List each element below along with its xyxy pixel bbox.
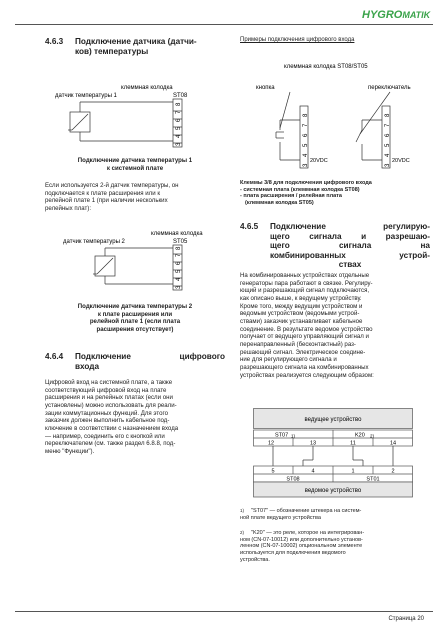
section-464-heading: 4.6.4 Подключение цифрового входа [45, 352, 225, 371]
logo-matik-text: MATIK [402, 10, 431, 20]
section-463-title-line1: Подключение датчика (датчи- [75, 37, 197, 46]
fig2-terminal-label: клеммная колодка [151, 231, 203, 237]
fig3-button-label: кнопка [256, 85, 275, 91]
svg-text:4: 4 [176, 277, 182, 281]
digital-input-examples-heading: Примеры подключения цифрового входа [240, 37, 355, 43]
paragraph-combined-devices: На комбинированных устройствах отдельные генераторы пара работают в связке. Регулиру- ющий и разрешающий сигнал подключаются, как описано выше, к ведущему устройству. Кроме того, между ведущим устройством и ведомым устройством (ведомыми устрой- ствами) заказчик устанавливает кабельное соединение. В результате ведомое устройство получает от ведущего управляющий сигнал и перенаправленный (бесконтактный) раз- решающий сигнал. Электрическое соедине- ние для регулирующего сигнала и разрешающего сигнала на комбинированных устройствах реализуется следующим образом: [240, 272, 374, 379]
svg-text:1): 1) [291, 433, 296, 439]
svg-text:5: 5 [271, 468, 275, 475]
svg-text:7: 7 [303, 123, 309, 127]
svg-text:4: 4 [176, 134, 182, 138]
terminals-note: Клеммы 3/8 для подключения цифрового входа - системная плата (клеммная колодка ST08) - плата расширения / релейная плата (клеммная колодка ST05) [240, 180, 372, 206]
fig1-caption [45, 157, 225, 172]
fig1-caption-line2: к системной плате [106, 164, 164, 172]
bottom-rule [15, 611, 433, 612]
svg-text:3: 3 [303, 163, 309, 167]
svg-text:5: 5 [176, 126, 182, 130]
fig2-board-label: ST05 [173, 239, 188, 245]
fig3-switch-label: переключатель [368, 85, 411, 91]
svg-text:6: 6 [176, 118, 182, 122]
fig1-terminal-label: клеммная колодка [121, 85, 173, 91]
page-number: Страница 20 [388, 616, 424, 622]
svg-text:5: 5 [176, 269, 182, 273]
svg-text:3: 3 [385, 163, 391, 167]
svg-text:8: 8 [176, 102, 182, 106]
fig1-caption-line1: Подключение датчика температуры 1 [77, 157, 193, 164]
section-463-number: 4.6.3 [45, 37, 64, 46]
footnote-1: 1) "ST07" — обозначение штекера на систем- ной плате ведущего устройства [240, 508, 362, 521]
svg-text:7: 7 [176, 110, 182, 114]
svg-text:3: 3 [176, 142, 182, 146]
svg-text:2: 2 [391, 468, 395, 475]
footnote-2: 2) "K20" — это реле, которое на интегрирован- ном (CN-07-10012) или дополнительно установ- ленном (CN-07-10002) опциональном элементе используется для подключения ведомого устройства. [240, 530, 365, 563]
k20-label: K20 [355, 432, 365, 439]
svg-text:13: 13 [309, 440, 317, 447]
svg-text:HYGROMATIK [362, 9, 432, 21]
svg-text:5: 5 [303, 143, 309, 147]
fig3-voltage-right: 20VDC [392, 158, 410, 164]
svg-text:7: 7 [176, 253, 182, 257]
master-slave-wiring-diagram [253, 408, 413, 498]
svg-text:4: 4 [311, 468, 315, 475]
svg-text:4: 4 [385, 153, 391, 157]
section-464-number: 4.6.4 [45, 352, 64, 361]
section-463-title-line2: ков) температуры [75, 46, 149, 56]
slave-device-label: ведомое устройство [304, 488, 362, 494]
section-463-heading [45, 37, 225, 56]
master-device-label: ведущее устройство [304, 417, 362, 423]
sensor-1-wiring-figure [55, 84, 195, 150]
fig1-sensor-label: датчик температуры 1 [55, 93, 117, 99]
left-column [45, 37, 225, 56]
fig3-terminal-label: клеммная колодка ST08/ST05 [284, 64, 368, 70]
digital-input-wiring-figure [238, 62, 428, 172]
st01-label: ST01 [366, 476, 380, 483]
svg-text:8: 8 [303, 113, 309, 117]
svg-text:6: 6 [385, 133, 391, 137]
logo-hygro-text: HYGRO [362, 9, 403, 21]
hygromatik-logo [362, 7, 438, 20]
section-464-title-line2: входа [75, 361, 100, 371]
fig3-voltage-left: 20VDC [310, 158, 328, 164]
svg-text:12: 12 [267, 440, 275, 447]
st08-label: ST08 [286, 476, 300, 483]
svg-text:3: 3 [176, 285, 182, 289]
svg-text:6: 6 [176, 261, 182, 265]
svg-text:8: 8 [385, 113, 391, 117]
svg-text:6: 6 [303, 133, 309, 137]
svg-text:1: 1 [351, 468, 355, 475]
svg-text:8: 8 [176, 246, 182, 250]
paragraph-digital-input: Цифровой вход на системной плате, а также соответствующий цифровой вход на плате расширения и на релейных платах (если они установлены) можно использовать для реали- зации коммутационных функций. Для этого заказчик должен выполнить кабельное под- ключение в соответствии с назначением входа — например, соединить его с кнопкой или переключателем (см. также раздел 6.8.8, под- меню "Функции"). [45, 379, 179, 455]
svg-text:4: 4 [303, 153, 309, 157]
fig1-pins [176, 102, 182, 146]
section-465-number: 4.6.5 [240, 222, 259, 231]
svg-text:5: 5 [385, 143, 391, 147]
fig2-caption: Подключение датчика температуры 2 к плате расширения или релейной плате 1 (если плата расширения отсутствует) [77, 303, 193, 333]
fig2-pins [176, 246, 182, 289]
svg-text:11: 11 [350, 440, 356, 447]
svg-text:14: 14 [389, 440, 397, 447]
svg-text:7: 7 [385, 123, 391, 127]
fig2-sensor-label: датчик температуры 2 [63, 239, 125, 245]
fig1-board-label: ST08 [173, 93, 188, 99]
top-rule [15, 24, 433, 25]
svg-text:2): 2) [370, 433, 375, 439]
sensor-2-wiring-figure [55, 228, 203, 292]
section-465-heading: 4.6.5 Подключение регулирую- щего сигнала и разрешаю- щего сигнала на комбинированных устрой- ствах [240, 222, 430, 270]
paragraph-second-sensor: Если используется 2-й датчик температуры, он подключается к плате расширения или к релейной плате 1 (при наличии нескольких релейных плат): [45, 182, 179, 212]
st07-label: ST07 [275, 432, 289, 439]
